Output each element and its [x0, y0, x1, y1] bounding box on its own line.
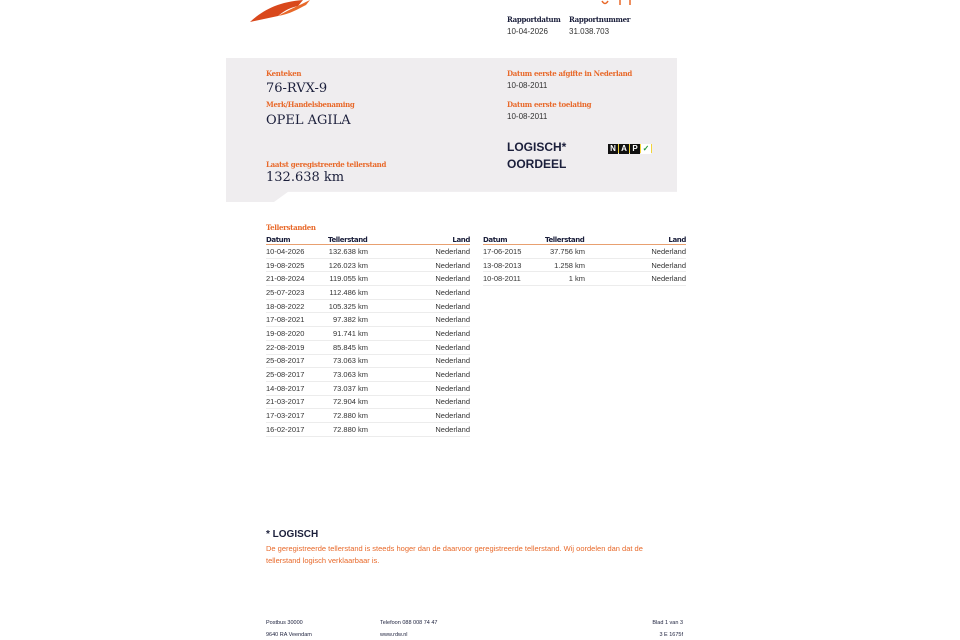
tellerstanden-title: Tellerstanden: [266, 223, 316, 232]
table-row: [483, 272, 686, 286]
cell-datum: 21-03-2017: [266, 395, 328, 409]
footer-page: Blad 1 van 3: [652, 620, 683, 626]
col-land: Land: [368, 235, 470, 245]
cell-tellerstand: 91.741 km: [328, 327, 368, 341]
cell-tellerstand: 119.055 km: [328, 272, 368, 286]
footer-address-1: Postbus 30000: [266, 620, 303, 626]
cell-land: Nederland: [368, 395, 470, 409]
cell-datum: 18-08-2022: [266, 299, 328, 313]
cell-land: Nederland: [585, 272, 686, 286]
kenteken-label: Kenteken: [266, 69, 302, 78]
cell-datum: 25-08-2017: [266, 354, 328, 368]
cell-datum: 17-03-2017: [266, 409, 328, 423]
cell-tellerstand: 1.258 km: [545, 258, 585, 272]
cell-tellerstand: 132.638 km: [328, 245, 368, 259]
merk-label: Merk/Handelsbenaming: [266, 100, 355, 109]
merk-value: OPEL AGILA: [266, 113, 351, 128]
table-row: [266, 368, 470, 382]
table-row: [266, 286, 470, 300]
toelating-label: Datum eerste toelating: [507, 100, 592, 109]
kenteken-value: 76-RVX-9: [266, 81, 328, 96]
toelating-value: 10-08-2011: [507, 112, 548, 121]
cell-land: Nederland: [368, 258, 470, 272]
col-tellerstand: Tellerstand: [328, 235, 368, 244]
cell-datum: 22-08-2019: [266, 340, 328, 354]
table-row: [266, 354, 470, 368]
table-row: [266, 313, 470, 327]
note-text: De geregistreerde tellerstand is steeds hoger dan de daarvoor geregistreerde tellerstand. Wij oordelen dan dat de tellerstand logisch verklaarbaar is.: [266, 544, 643, 565]
col-tellerstand: Tellerstand: [545, 235, 585, 244]
col-datum: Datum: [266, 235, 328, 245]
table-row: [266, 395, 470, 409]
cell-tellerstand: 105.325 km: [328, 299, 368, 313]
cell-tellerstand: 97.382 km: [328, 313, 368, 327]
rapportnummer-label: Rapportnummer: [569, 15, 631, 24]
nap-logo: [608, 138, 652, 154]
cell-tellerstand: 73.063 km: [328, 368, 368, 382]
odometer-table-right: [483, 235, 686, 286]
table-header: [266, 235, 470, 245]
cell-land: Nederland: [368, 354, 470, 368]
cell-tellerstand: 1 km: [545, 272, 585, 286]
cell-tellerstand: 73.037 km: [328, 381, 368, 395]
footer-address-2: 9640 RA Veendam: [266, 632, 312, 638]
footer-code: 3 E 1675f: [659, 632, 683, 638]
cell-land: Nederland: [368, 409, 470, 423]
cell-datum: 25-08-2017: [266, 368, 328, 382]
cell-tellerstand: 73.063 km: [328, 354, 368, 368]
table-row: [266, 245, 470, 259]
footer-website[interactable]: www.rdw.nl: [380, 632, 408, 638]
table-row: [266, 272, 470, 286]
cell-datum: 16-02-2017: [266, 422, 328, 436]
cell-land: Nederland: [585, 245, 686, 259]
teller-label: Laatst geregistreerde tellerstand: [266, 160, 387, 169]
rapportdatum-value: 10-04-2026: [507, 27, 548, 36]
table-header: [483, 235, 686, 245]
note-title: * LOGISCH: [266, 529, 319, 540]
cell-tellerstand: 112.486 km: [328, 286, 368, 300]
table-row: [266, 409, 470, 423]
cell-land: Nederland: [368, 368, 470, 382]
oordeel-status: [507, 139, 566, 173]
cell-tellerstand: 72.880 km: [328, 409, 368, 423]
cell-datum: 17-08-2021: [266, 313, 328, 327]
odometer-table-left: [266, 235, 470, 437]
cell-tellerstand: 72.904 km: [328, 395, 368, 409]
cell-land: Nederland: [585, 258, 686, 272]
col-land: Land: [585, 235, 686, 245]
header-title-fragment: [600, 0, 645, 6]
cell-datum: 14-08-2017: [266, 381, 328, 395]
table-row: [483, 245, 686, 259]
cell-tellerstand: 85.845 km: [328, 340, 368, 354]
cell-tellerstand: 126.023 km: [328, 258, 368, 272]
cell-datum: 10-08-2011: [483, 272, 545, 286]
table-row: [266, 258, 470, 272]
cell-tellerstand: 37.756 km: [545, 245, 585, 259]
nap-letter: A: [619, 144, 629, 154]
col-datum: Datum: [483, 235, 545, 245]
cell-datum: 10-04-2026: [266, 245, 328, 259]
nap-letter: P: [630, 144, 640, 154]
cell-datum: 19-08-2020: [266, 327, 328, 341]
footer-phone: Telefoon 088 008 74 47: [380, 620, 438, 626]
nap-letter: N: [608, 144, 618, 154]
table-row: [266, 381, 470, 395]
rapportnummer-value: 31.038.703: [569, 27, 610, 36]
oordeel-line-2: OORDEEL: [507, 157, 567, 171]
cell-datum: 25-07-2023: [266, 286, 328, 300]
table-row: [483, 258, 686, 272]
checkmark-icon: ✓: [642, 144, 650, 153]
cell-datum: 17-06-2015: [483, 245, 545, 259]
rdw-logo-icon: [248, 0, 318, 24]
afgifte-value: 10-08-2011: [507, 81, 548, 90]
cell-land: Nederland: [368, 422, 470, 436]
cell-tellerstand: 72.880 km: [328, 422, 368, 436]
cell-datum: 19-08-2025: [266, 258, 328, 272]
cell-land: Nederland: [368, 340, 470, 354]
cell-land: Nederland: [368, 381, 470, 395]
cell-land: Nederland: [368, 286, 470, 300]
oordeel-line-1: LOGISCH*: [507, 140, 567, 154]
table-row: [266, 340, 470, 354]
rapportdatum-label: Rapportdatum: [507, 15, 561, 24]
cell-land: Nederland: [368, 327, 470, 341]
cell-land: Nederland: [368, 272, 470, 286]
cell-datum: 13-08-2013: [483, 258, 545, 272]
table-row: [266, 299, 470, 313]
cell-datum: 21-08-2024: [266, 272, 328, 286]
cell-land: Nederland: [368, 299, 470, 313]
cell-land: Nederland: [368, 245, 470, 259]
teller-value: 132.638 km: [266, 170, 345, 185]
afgifte-label: Datum eerste afgifte in Nederland: [507, 69, 633, 78]
table-row: [266, 327, 470, 341]
cell-land: Nederland: [368, 313, 470, 327]
table-row: [266, 422, 470, 436]
